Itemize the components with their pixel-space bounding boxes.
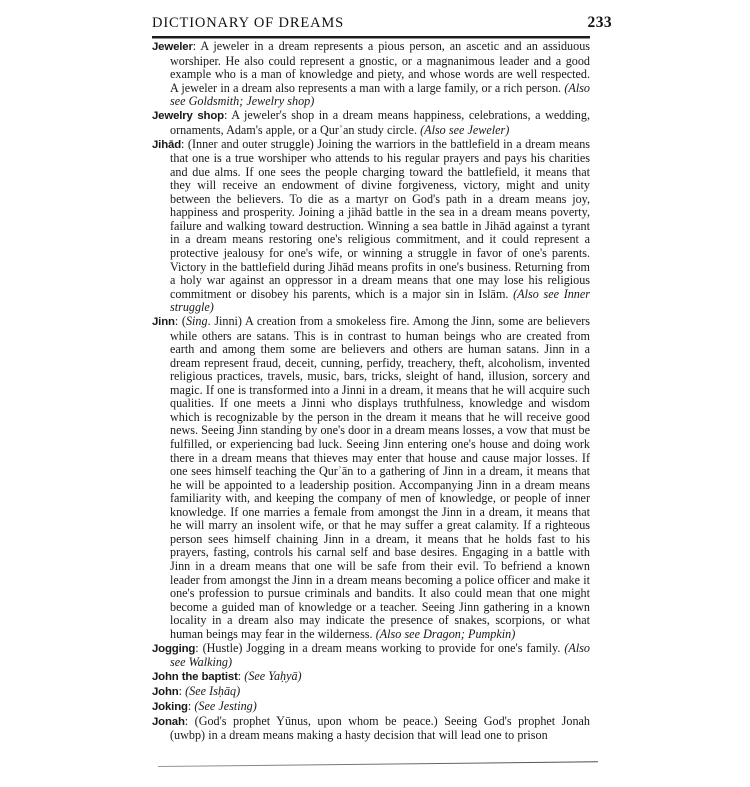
- entry-body: : (Hustle) Jogging in a dream means working to provide for one's family.: [195, 640, 565, 655]
- running-head: [152, 14, 612, 32]
- dictionary-entry: [152, 670, 590, 685]
- entry-body: : (Inner and outer struggle) Joining the warriors in the battlefield in a dream means that one is a true worshiper who attends to his regular prayers and pays his charities and due alms. If one sees the people charging toward the battlefield, it means that they will receive an endowment of divine forgiveness, victory, might and unity between the believers. To die as a martyr on God's path in a dream means joy, happiness and prosperity. Joining a jihād battle in the sea in a dream means poverty, failure and walking toward destruction. Winning a sea battle in Jihād against a tyrant in a dream means restoring one's religious commitment, and it could represent a protective jealousy for one's wife, or winning a struggle in favor of one's parents. Victory in the battlefield during Jihād means profits in one's business. Returning from a holy war against an oppressor in a dream means that one may lose his religious commitment or disobey his parents, which is a major sin in Islām.: [170, 136, 590, 301]
- entry-headword: Jonah: [152, 715, 185, 728]
- dictionary-entry: [152, 315, 590, 641]
- entry-crossref: (See Isḥāq): [185, 684, 241, 699]
- entry-headword: Jogging: [152, 642, 196, 655]
- header-rule: [152, 36, 590, 38]
- entry-crossref: (See Jesting): [194, 698, 257, 713]
- dictionary-entry: [152, 715, 590, 743]
- entry-body: :: [187, 698, 195, 713]
- dictionary-entry: [152, 685, 590, 700]
- entry-body: : A jeweler in a dream represents a pious person, an ascetic and an assiduous worshiper. He also could represent a gnostic, or a magnanimous leader and a good example who is a man of knowledge and piety, and whose words are well respected. A jeweler in a dream also represents a man with a large family, or a rich person.: [170, 39, 590, 95]
- dictionary-entry: [152, 642, 590, 670]
- dictionary-entry: [152, 700, 590, 715]
- entry-headword: Jeweler: [152, 41, 193, 53]
- entry-crossref: (Also see Dragon; Pumpkin): [375, 626, 516, 641]
- dictionary-entry: [152, 109, 590, 137]
- entry-body: : (God's prophet Yūnus, upon whom be peace.) Seeing God's prophet Jonah (uwbp) in a dream means making a hasty decision that will lead one to prison: [170, 713, 590, 743]
- entry-headword: Jinn: [152, 316, 175, 329]
- entry-headword: John the baptist: [152, 671, 238, 684]
- dictionary-entry: [152, 40, 590, 109]
- entry-body-lead: : (: [174, 314, 186, 329]
- entry-body: . Jinni) A creation from a smokeless fire. Among the Jinn, some are believers while others are satans. This is in contrast to human beings who are created from earth and among them some are believers and others are human satans. Jinn in a dream represent fraud, deceit, cunning, perfidy, treachery, theft, alcoholism, invented religious practices, travels, music, bars, tricks, sleight of hand, illusion, sorcery and magic. If one is transformed into a Jinni in a dream, it means that he will acquire such qualities. If one meets a Jinni who displays truthfulness, knowledge and wisdom which is recognizable by the person in the dream it means that he will receive good news. Seeing Jinn standing by one's door in a dream means losses, a vow that must be fulfilled, or experiencing bad luck. Seeing Jinn entering one's house and doing work there in a dream means that thieves may enter that house and cause major losses. If one sees himself teaching the Qurʾān to a gathering of Jinn in a dream, it means that he will be appointed to a leadership position. Accompanying Jinn in a dream means familiarity with, and keeping the company of men of knowledge, or people of inner knowledge. If one marries a female from amongst the Jinn in a dream, it means that he will marry an insolent wife, or that he may suffer a great calamity. If a righteous person sees himself chaining Jinn in a dream, it means that he holds fast to his prayers, fasting, controls his carnal self and base desires. Engaging in a battle with Jinn in a dream means that one will be safe from their evil. To befriend a known leader from amongst the Jinn in a dream means becoming a police officer and make it one's profession to pursue criminals and bandits. It also could mean that one might become a guided man of knowledge or a teacher. Seeing Jinn gathering in a known locality in a dream also may indicate the presence of snakes, scorpions, or what human beings may fear in the wilderness.: [170, 314, 590, 641]
- entry-crossref: (Also see Walking): [170, 640, 590, 670]
- entry-column: [152, 40, 590, 743]
- page-title: DICTIONARY OF DREAMS: [152, 15, 345, 31]
- entry-crossref: (See Yaḥyā): [244, 669, 302, 684]
- entry-crossref: (Also see Inner struggle): [170, 286, 590, 315]
- entry-headword: Jihād: [152, 138, 182, 151]
- dictionary-entry: [152, 138, 590, 315]
- entry-body: : A jeweler's shop in a dream means happiness, celebrations, a wedding, ornaments, Adam's apple, or a Qurʾan study circle.: [170, 108, 590, 137]
- entry-body: :: [237, 669, 245, 684]
- entry-headword: Jewelry shop: [152, 110, 224, 123]
- entry-headword: John: [152, 686, 179, 699]
- entry-crossref: (Also see Goldsmith; Jewelry shop): [170, 80, 590, 109]
- page-number: 233: [587, 14, 612, 31]
- entry-body: :: [178, 684, 186, 699]
- entry-headword: Joking: [152, 700, 188, 713]
- footer-rule: [158, 761, 598, 767]
- entry-grammar-label: Sing: [185, 314, 208, 329]
- entry-crossref: (Also see Jeweler): [420, 122, 510, 137]
